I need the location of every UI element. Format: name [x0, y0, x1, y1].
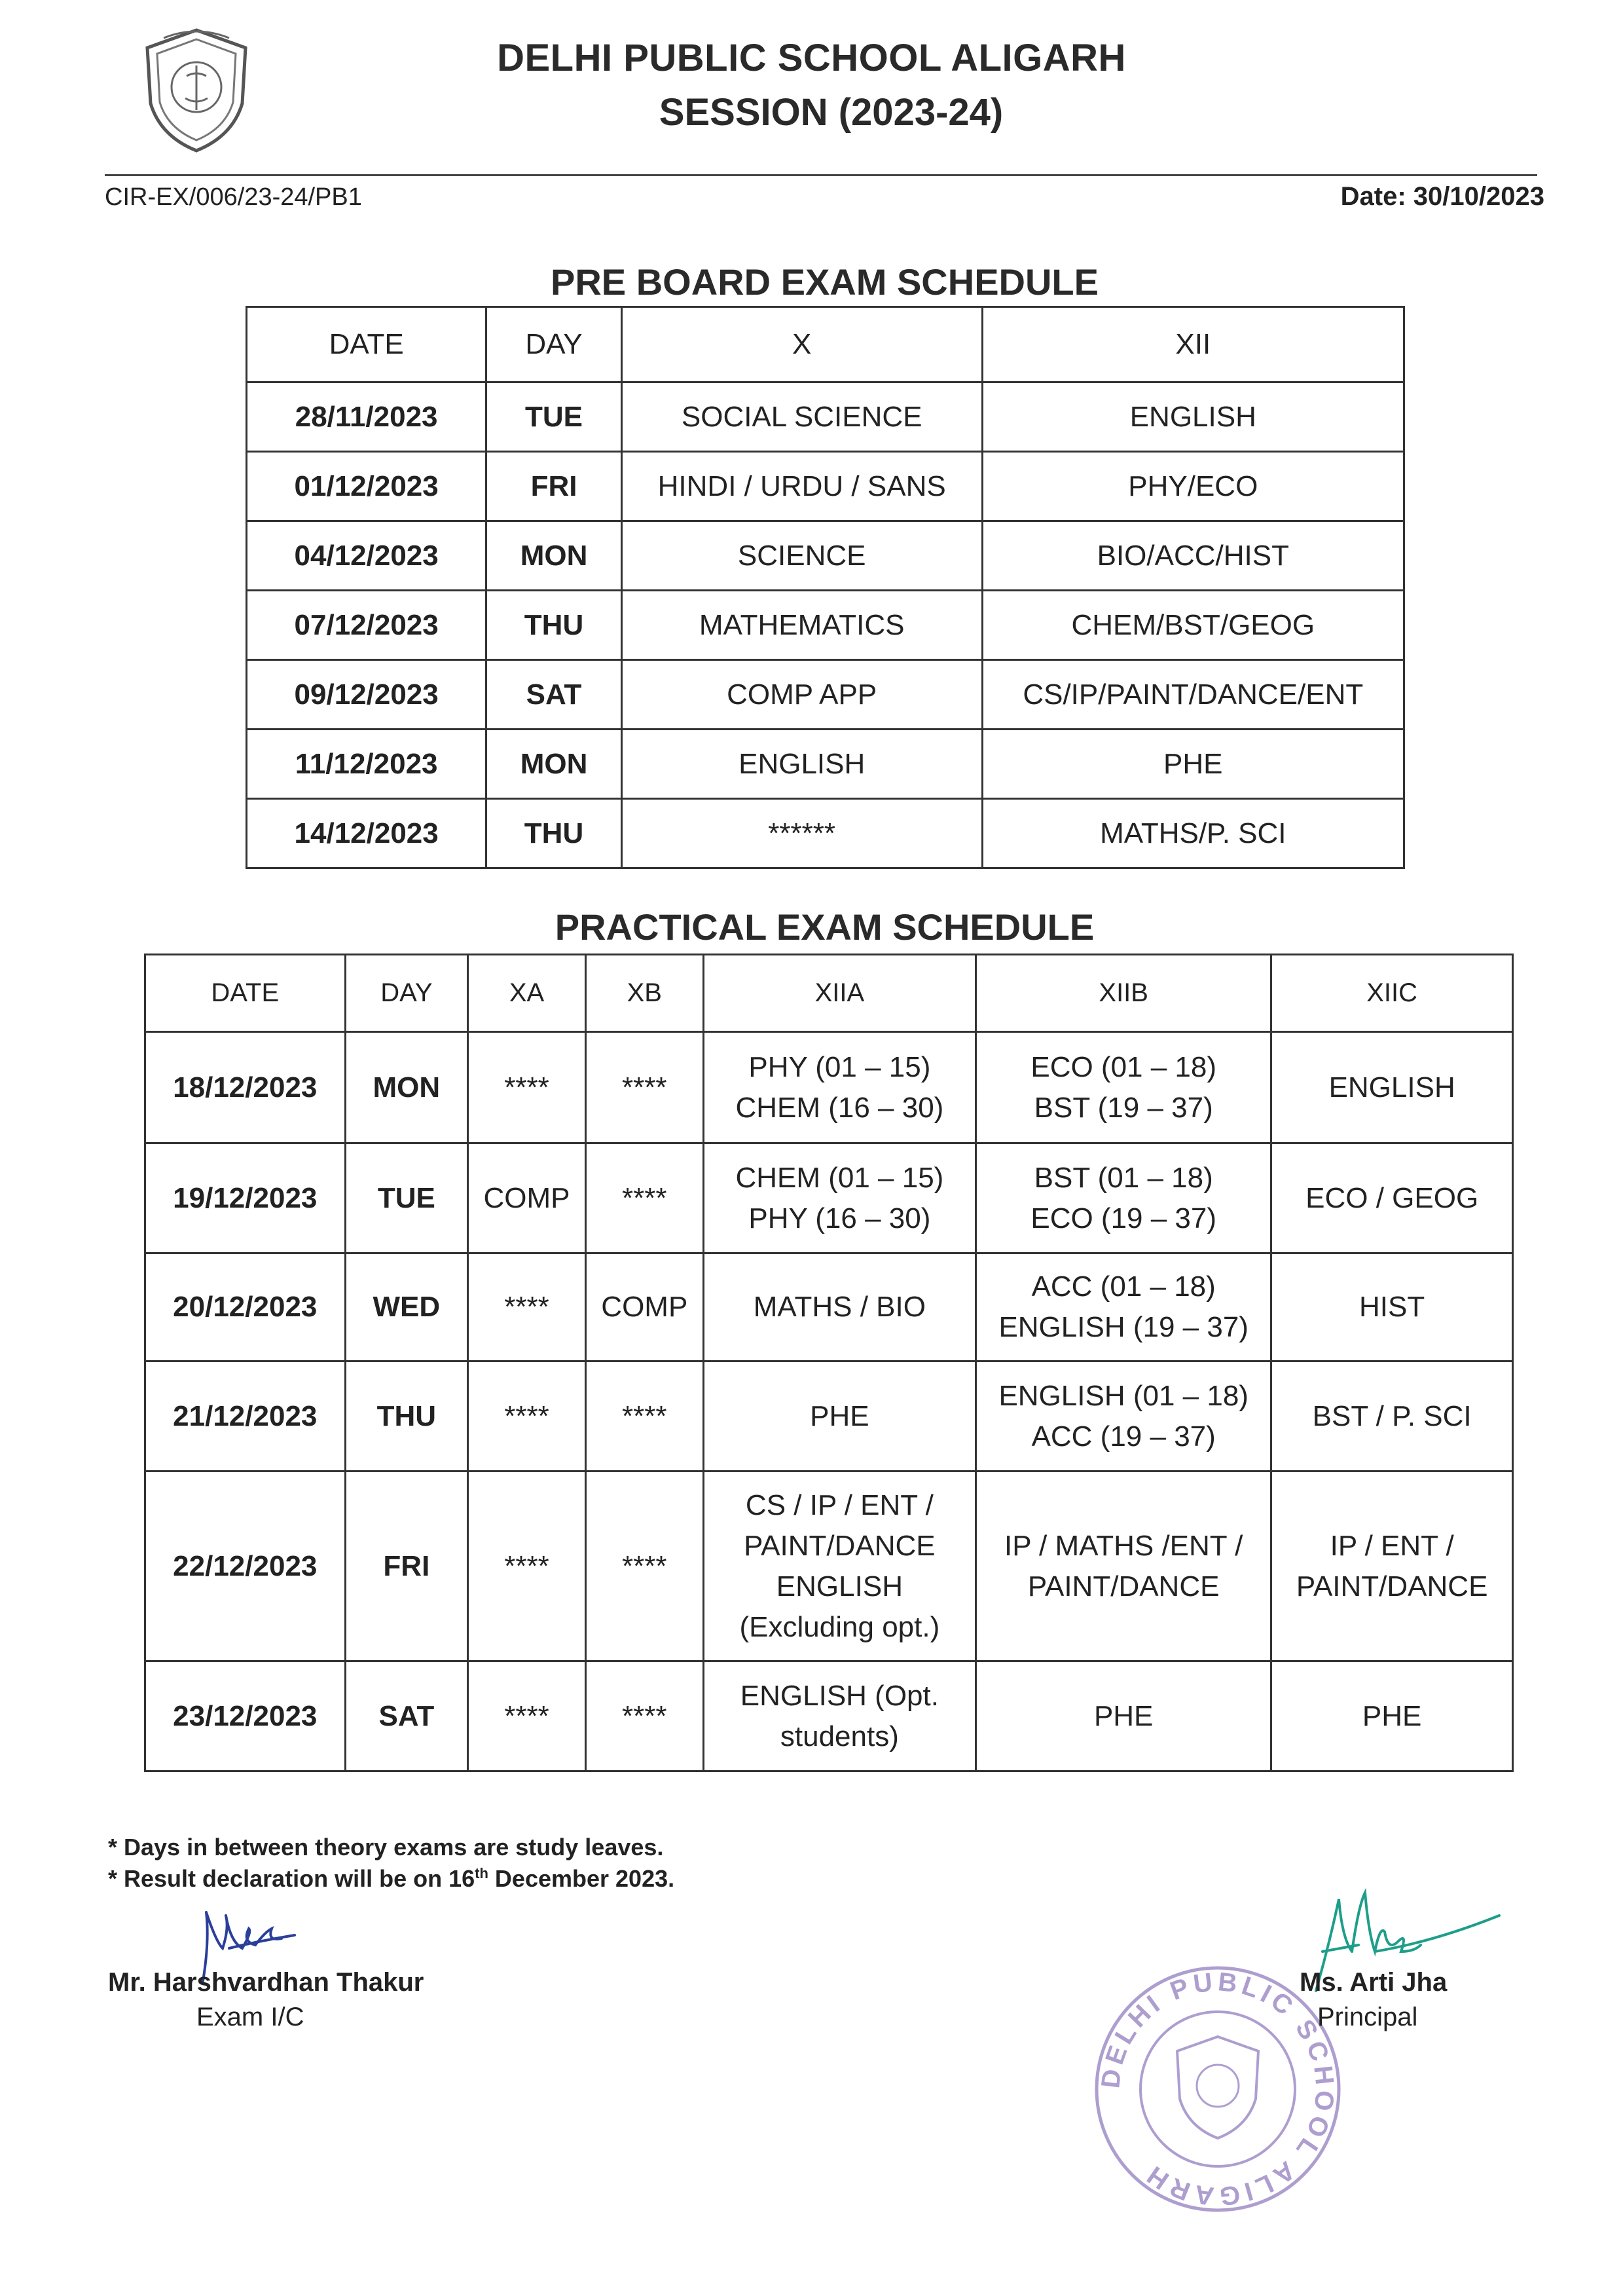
table-row: [145, 1661, 1513, 1771]
exam-ic-role: Exam I/C: [196, 2003, 304, 2031]
day-cell: WED: [345, 1253, 468, 1361]
column-header: XIIB: [976, 955, 1271, 1032]
date-cell: 11/12/2023: [247, 730, 486, 799]
day-cell: MON: [486, 521, 621, 591]
exam-ic-name: Mr. Harshvardhan Thakur: [108, 1968, 424, 1997]
table-header-row: [247, 307, 1404, 382]
column-header: XIIA: [703, 955, 976, 1032]
table-row: [145, 1253, 1513, 1361]
circular-reference: CIR-EX/006/23-24/PB1: [105, 183, 362, 211]
date-cell: 07/12/2023: [247, 591, 486, 660]
practical-table: [144, 954, 1514, 1772]
subject-cell: ENGLISH: [1271, 1032, 1513, 1143]
subject-cell: ****: [585, 1472, 703, 1661]
day-cell: THU: [345, 1361, 468, 1472]
column-header: X: [621, 307, 982, 382]
table-row: [145, 1361, 1513, 1472]
note-study-leave: * Days in between theory exams are study leaves.: [108, 1834, 664, 1861]
subject-cell: MATHS / BIO: [703, 1253, 976, 1361]
column-header: XII: [982, 307, 1404, 382]
subject-cell: ****: [468, 1361, 586, 1472]
subject-cell: SCIENCE: [621, 521, 982, 591]
table-row: [247, 730, 1404, 799]
subject-cell: ACC (01 – 18) ENGLISH (19 – 37): [976, 1253, 1271, 1361]
subject-cell: PHY/ECO: [982, 452, 1404, 521]
subject-cell: HINDI / URDU / SANS: [621, 452, 982, 521]
subject-cell: ENGLISH (Opt. students): [703, 1661, 976, 1771]
date-cell: 01/12/2023: [247, 452, 486, 521]
date-cell: 28/11/2023: [247, 382, 486, 452]
subject-cell: CHEM/BST/GEOG: [982, 591, 1404, 660]
subject-cell: BIO/ACC/HIST: [982, 521, 1404, 591]
column-header: DAY: [486, 307, 621, 382]
table-row: [145, 1032, 1513, 1143]
day-cell: MON: [345, 1032, 468, 1143]
subject-cell: ****: [468, 1661, 586, 1771]
subject-cell: IP / MATHS /ENT / PAINT/DANCE: [976, 1472, 1271, 1661]
subject-cell: ****: [585, 1361, 703, 1472]
subject-cell: ECO / GEOG: [1271, 1143, 1513, 1253]
day-cell: TUE: [345, 1143, 468, 1253]
subject-cell: ENGLISH: [621, 730, 982, 799]
table-header-row: [145, 955, 1513, 1032]
table-row: [145, 1472, 1513, 1661]
principal-name: Ms. Arti Jha: [1300, 1968, 1448, 1997]
note-text: December 2023.: [488, 1865, 675, 1892]
date-cell: 19/12/2023: [145, 1143, 346, 1253]
day-cell: MON: [486, 730, 621, 799]
note-text: * Result declaration will be on 16: [108, 1865, 475, 1892]
subject-cell: PHE: [982, 730, 1404, 799]
subject-cell: ****: [468, 1472, 586, 1661]
practical-heading: PRACTICAL EXAM SCHEDULE: [555, 906, 1095, 948]
subject-cell: ****: [468, 1253, 586, 1361]
ordinal-suffix: th: [475, 1865, 488, 1881]
circular-date: Date: 30/10/2023: [1340, 182, 1544, 211]
subject-cell: COMP: [585, 1253, 703, 1361]
day-cell: THU: [486, 591, 621, 660]
subject-cell: IP / ENT / PAINT/DANCE: [1271, 1472, 1513, 1661]
pre-board-heading: PRE BOARD EXAM SCHEDULE: [551, 261, 1099, 303]
table-row: [247, 799, 1404, 868]
date-cell: 18/12/2023: [145, 1032, 346, 1143]
note-result-declaration: [108, 1865, 674, 1893]
subject-cell: CHEM (01 – 15) PHY (16 – 30): [703, 1143, 976, 1253]
table-row: [145, 1143, 1513, 1253]
date-cell: 23/12/2023: [145, 1661, 346, 1771]
session-title: SESSION (2023-24): [659, 91, 1004, 134]
subject-cell: PHE: [703, 1361, 976, 1472]
subject-cell: SOCIAL SCIENCE: [621, 382, 982, 452]
subject-cell: CS / IP / ENT / PAINT/DANCE ENGLISH (Excluding opt.): [703, 1472, 976, 1661]
day-cell: THU: [486, 799, 621, 868]
seal-text: DELHI PUBLIC SCHOOL ALIGARH: [1096, 1967, 1340, 2211]
subject-cell: MATHEMATICS: [621, 591, 982, 660]
subject-cell: PHY (01 – 15) CHEM (16 – 30): [703, 1032, 976, 1143]
date-cell: 09/12/2023: [247, 660, 486, 730]
subject-cell: ****: [468, 1032, 586, 1143]
subject-cell: PHE: [1271, 1661, 1513, 1771]
pre-board-table: [246, 306, 1405, 869]
day-cell: SAT: [345, 1661, 468, 1771]
subject-cell: COMP: [468, 1143, 586, 1253]
column-header: XIIC: [1271, 955, 1513, 1032]
column-header: DAY: [345, 955, 468, 1032]
table-row: [247, 660, 1404, 730]
subject-cell: ****: [585, 1143, 703, 1253]
subject-cell: ENGLISH: [982, 382, 1404, 452]
subject-cell: CS/IP/PAINT/DANCE/ENT: [982, 660, 1404, 730]
column-header: XB: [585, 955, 703, 1032]
school-name: DELHI PUBLIC SCHOOL ALIGARH: [497, 37, 1126, 79]
date-cell: 04/12/2023: [247, 521, 486, 591]
date-cell: 21/12/2023: [145, 1361, 346, 1472]
table-row: [247, 521, 1404, 591]
day-cell: TUE: [486, 382, 621, 452]
subject-cell: ENGLISH (01 – 18) ACC (19 – 37): [976, 1361, 1271, 1472]
day-cell: SAT: [486, 660, 621, 730]
subject-cell: ****: [585, 1661, 703, 1771]
subject-cell: HIST: [1271, 1253, 1513, 1361]
subject-cell: MATHS/P. SCI: [982, 799, 1404, 868]
column-header: DATE: [247, 307, 486, 382]
subject-cell: PHE: [976, 1661, 1271, 1771]
subject-cell: ******: [621, 799, 982, 868]
date-cell: 20/12/2023: [145, 1253, 346, 1361]
date-cell: 14/12/2023: [247, 799, 486, 868]
principal-role: Principal: [1317, 2003, 1418, 2031]
table-row: [247, 382, 1404, 452]
subject-cell: BST / P. SCI: [1271, 1361, 1513, 1472]
subject-cell: ****: [585, 1032, 703, 1143]
day-cell: FRI: [486, 452, 621, 521]
header-divider: [105, 174, 1537, 176]
subject-cell: ECO (01 – 18) BST (19 – 37): [976, 1032, 1271, 1143]
table-row: [247, 591, 1404, 660]
subject-cell: BST (01 – 18) ECO (19 – 37): [976, 1143, 1271, 1253]
day-cell: FRI: [345, 1472, 468, 1661]
subject-cell: COMP APP: [621, 660, 982, 730]
table-row: [247, 452, 1404, 521]
date-cell: 22/12/2023: [145, 1472, 346, 1661]
column-header: XA: [468, 955, 586, 1032]
column-header: DATE: [145, 955, 346, 1032]
